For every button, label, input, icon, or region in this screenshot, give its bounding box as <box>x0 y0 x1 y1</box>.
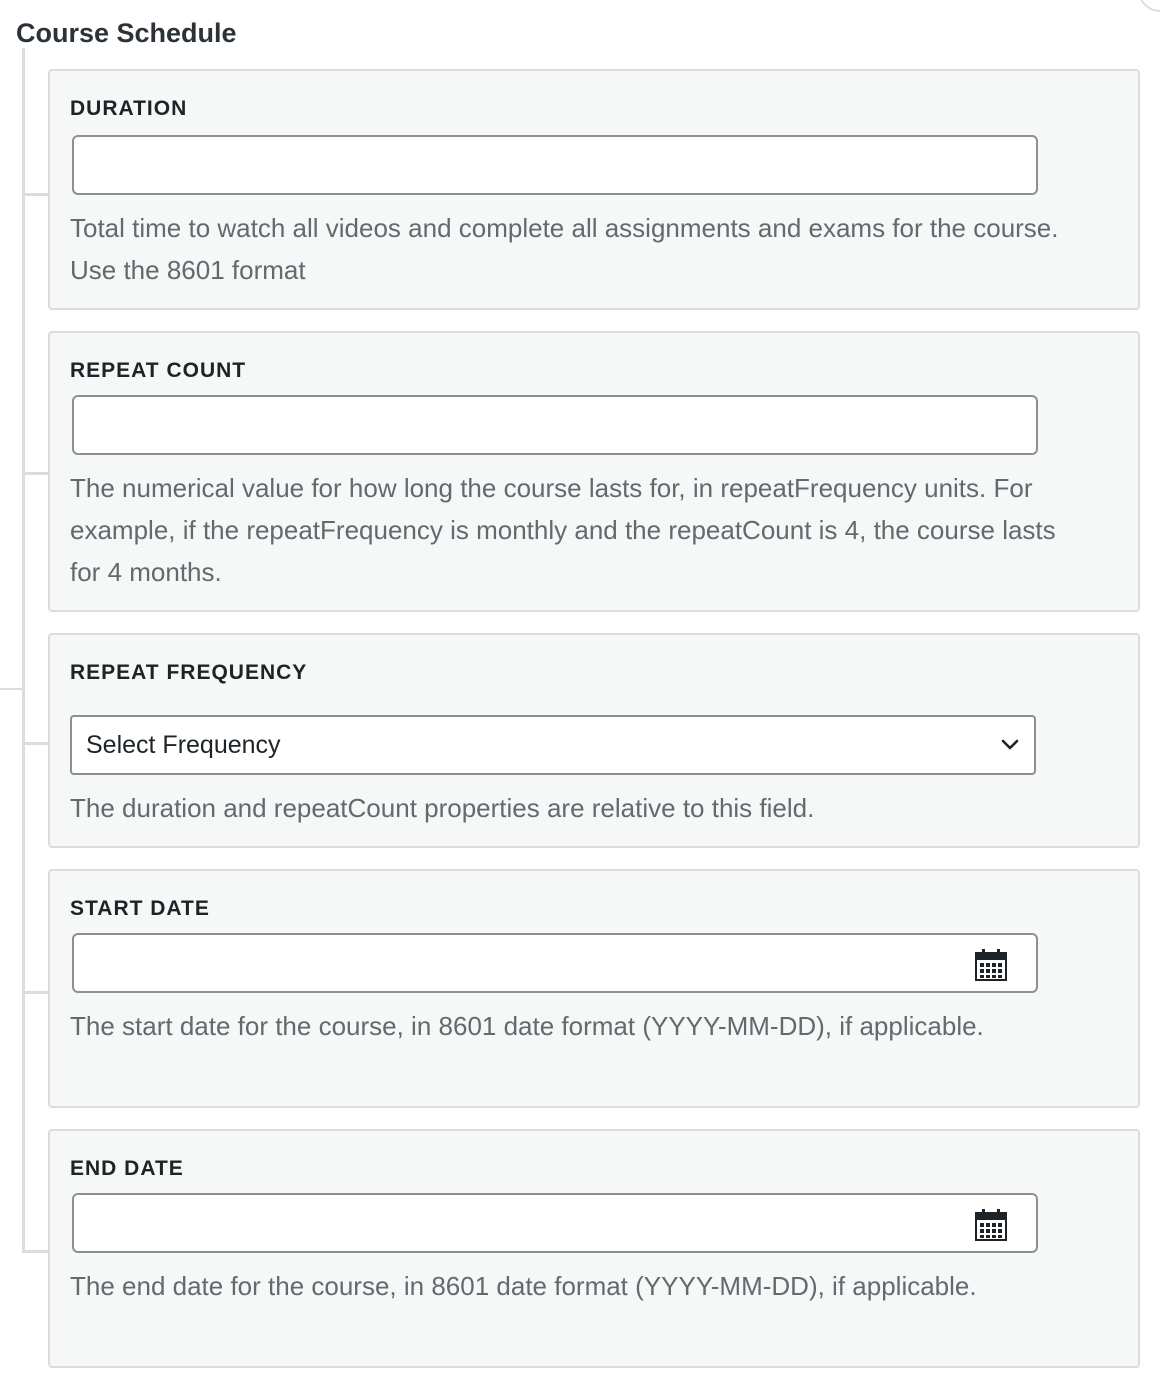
repeat-count-input[interactable] <box>72 395 1038 455</box>
calendar-icon[interactable] <box>974 1208 1008 1242</box>
chevron-down-icon <box>1000 739 1020 751</box>
end-date-description: The end date for the course, in 8601 date format (YYYY-MM-DD), if applicable. <box>70 1271 977 1301</box>
start-date-input[interactable] <box>72 933 1038 993</box>
start-date-panel <box>48 869 1140 1108</box>
repeat-frequency-label: REPEAT FREQUENCY <box>70 661 308 684</box>
end-date-panel <box>48 1129 1140 1368</box>
start-date-description: The start date for the course, in 8601 date format (YYYY-MM-DD), if applicable. <box>70 1011 984 1041</box>
tree-connector-duration <box>22 193 48 196</box>
duration-description: Total time to watch all videos and complete all assignments and exams for the course. Use the 8601 format <box>70 213 1059 285</box>
end-date-input[interactable] <box>72 1193 1038 1253</box>
duration-label: DURATION <box>70 97 188 120</box>
tree-connector-line <box>22 48 25 1253</box>
calendar-icon[interactable] <box>974 948 1008 982</box>
start-date-label: START DATE <box>70 897 210 920</box>
repeat-count-label: REPEAT COUNT <box>70 359 247 382</box>
tree-connector-parent <box>0 688 22 690</box>
corner-badge <box>1138 0 1160 12</box>
tree-connector-repeat-count <box>22 472 48 475</box>
repeat-frequency-description: The duration and repeatCount properties are relative to this field. <box>70 793 815 823</box>
tree-connector-start-date <box>22 991 48 994</box>
end-date-label: END DATE <box>70 1157 184 1180</box>
repeat-frequency-panel <box>48 633 1140 848</box>
section-title: Course Schedule <box>16 18 237 48</box>
repeat-frequency-selected-value: Select Frequency <box>86 730 281 759</box>
duration-panel <box>48 69 1140 310</box>
repeat-count-panel <box>48 331 1140 612</box>
tree-connector-end-date <box>22 1250 48 1253</box>
repeat-frequency-select[interactable] <box>70 715 1036 775</box>
tree-connector-repeat-frequency <box>22 742 48 745</box>
duration-input[interactable] <box>72 135 1038 195</box>
repeat-count-description: The numerical value for how long the course lasts for, in repeatFrequency units. For example, if the repeatFrequency is monthly and the repeatCount is 4, the course lasts for 4 months. <box>70 473 1056 587</box>
